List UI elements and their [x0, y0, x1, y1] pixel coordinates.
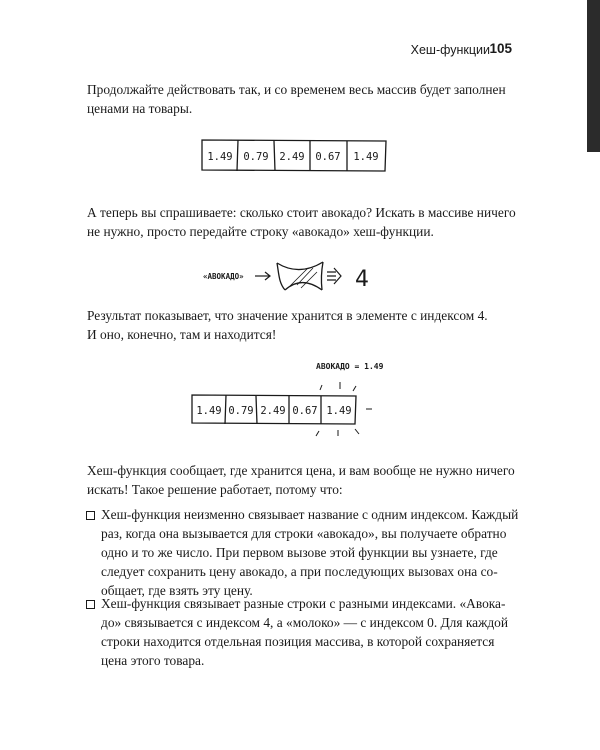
- text-line: общает, где взять эту цену.: [101, 583, 253, 598]
- paragraph-2: [87, 203, 516, 241]
- hash-function-diagram: [195, 255, 395, 295]
- bullet-square-icon: [86, 600, 95, 609]
- arrow-in-icon: [255, 272, 270, 280]
- array-cell: 0.67: [315, 151, 341, 163]
- lookup-label: АВОКАДО = 1.49: [316, 362, 384, 371]
- price-array-figure: [200, 138, 390, 174]
- text-line: И оно, конечно, там и находится!: [87, 327, 277, 342]
- page-number: 105: [489, 41, 512, 56]
- text-line: искать! Такое решение работает, потому что:: [87, 482, 343, 497]
- chapter-tab-marker: [587, 0, 600, 152]
- array-cell: 0.79: [243, 151, 269, 163]
- list-item: [87, 594, 512, 670]
- text-line: одно и то же число. При первом вызове этой функции вы узнаете, где: [101, 545, 498, 560]
- arrow-out-icon: [327, 268, 341, 284]
- text-line: А теперь вы спрашиваете: сколько стоит авокадо? Искать в массиве ничего: [87, 205, 516, 220]
- text-line: цена этого товара.: [101, 653, 205, 668]
- lookup-array-figure: [190, 355, 405, 445]
- text-line: не нужно, просто передайте строку «авокадо» хеш-функции.: [87, 224, 434, 239]
- text-line: Хеш-функция сообщает, где хранится цена, и вам вообще не нужно ничего: [87, 463, 515, 478]
- bullet-square-icon: [86, 511, 95, 520]
- text-line: строки находится отдельная позиция массива, в которой сохраняется: [101, 634, 495, 649]
- text-line: Хеш-функция связывает разные строки с разными индексами. «Авока-: [101, 596, 506, 611]
- text-line: раз, когда она вызывается для строки «авокадо», вы получаете обратно: [101, 526, 507, 541]
- paragraph-3: [87, 306, 512, 344]
- array-cell: 1.49: [326, 405, 352, 417]
- paragraph-1: [87, 80, 512, 118]
- text-line: следует сохранить цену авокадо, а при последующих вызовах она со-: [101, 564, 498, 579]
- array-cell: 0.79: [228, 405, 254, 417]
- array-cell: 2.49: [279, 151, 305, 163]
- text-line: ценами на товары.: [87, 101, 193, 116]
- list-item: [87, 505, 519, 600]
- array-cell: 1.49: [196, 405, 222, 417]
- paragraph-4: [87, 461, 515, 499]
- hash-function-icon: [277, 262, 323, 290]
- array-cell: 2.49: [260, 405, 286, 417]
- text-line: до» связывается с индексом 4, а «молоко» — с индексом 0. Для каждой: [101, 615, 509, 630]
- array-cell: 0.67: [292, 405, 318, 417]
- array-cell: 1.49: [353, 151, 379, 163]
- hash-input-label: «АВОКАДО»: [203, 272, 244, 281]
- array-cell: 1.49: [207, 151, 233, 163]
- text-line: Продолжайте действовать так, и со временем весь массив будет заполнен: [87, 82, 506, 97]
- text-line: Результат показывает, что значение хранится в элементе с индексом 4.: [87, 308, 488, 323]
- running-head: Хеш-функции: [410, 43, 490, 57]
- hash-output-index: 4: [355, 267, 369, 292]
- text-line: Хеш-функция неизменно связывает название с одним индексом. Каждый: [101, 507, 519, 522]
